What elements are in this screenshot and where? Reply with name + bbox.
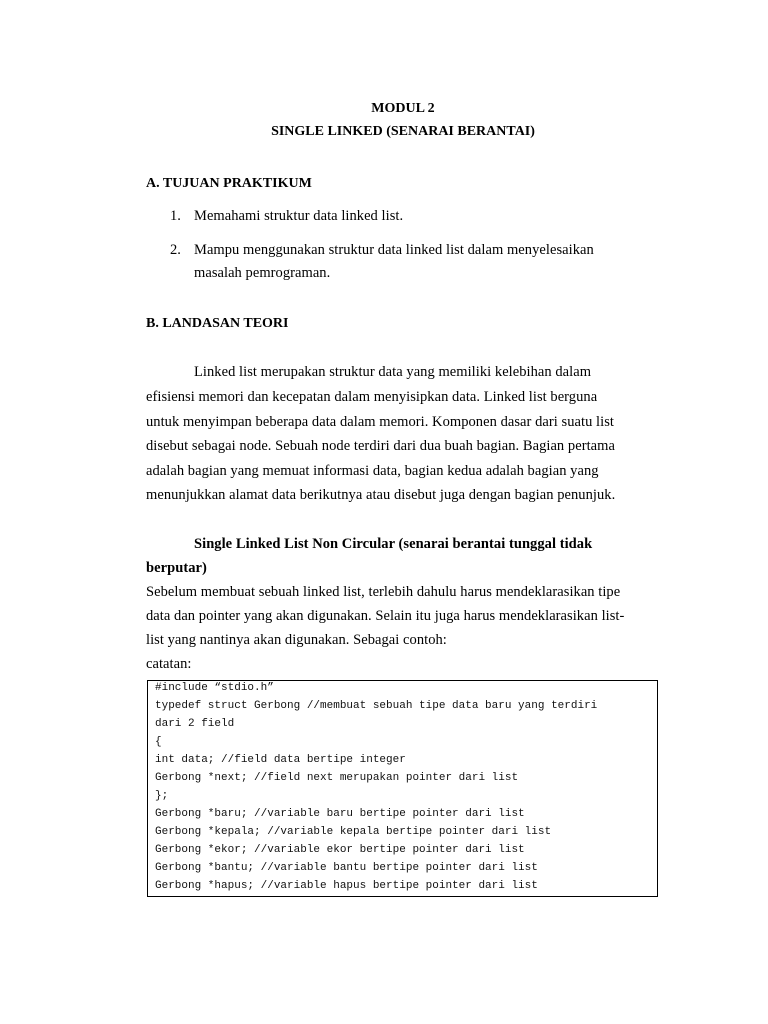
list-item-text: Mampu menggunakan struktur data linked list dalam menyelesaikan — [194, 242, 594, 258]
section-a-heading: A. TUJUAN PRAKTIKUM — [146, 176, 312, 191]
paragraph-line: menunjukkan alamat data berikutnya atau disebut juga dengan bagian penunjuk. — [146, 487, 616, 503]
code-line: Gerbong *kepala; //variable kepala bertipe pointer dari list — [155, 826, 552, 838]
code-line: Gerbong *ekor; //variable ekor bertipe pointer dari list — [155, 844, 525, 856]
code-line: Gerbong *baru; //variable baru bertipe pointer dari list — [155, 808, 525, 820]
list-item-number: 1. — [170, 208, 181, 224]
code-line: Gerbong *bantu; //variable bantu bertipe pointer dari list — [155, 862, 538, 874]
catatan-label: catatan: — [146, 656, 192, 672]
paragraph-line: efisiensi memori dan kecepatan dalam menyisipkan data. Linked list berguna — [146, 389, 598, 405]
module-title: MODUL 2 — [371, 101, 435, 116]
list-item-text: masalah pemrograman. — [194, 265, 331, 281]
code-line: typedef struct Gerbong //membuat sebuah tipe data baru yang terdiri — [155, 700, 598, 712]
list-item-text: Memahami struktur data linked list. — [194, 208, 404, 224]
module-subtitle: SINGLE LINKED (SENARAI BERANTAI) — [271, 124, 535, 139]
code-block — [147, 680, 658, 897]
code-line: int data; //field data bertipe integer — [155, 754, 406, 766]
paragraph-line: Sebelum membuat sebuah linked list, terlebih dahulu harus mendeklarasikan tipe — [146, 584, 621, 600]
paragraph-line: adalah bagian yang memuat informasi data, bagian kedua adalah bagian yang — [146, 463, 599, 479]
code-line: { — [155, 736, 162, 748]
paragraph-line: Linked list merupakan struktur data yang memiliki kelebihan dalam — [194, 364, 592, 380]
code-line: Gerbong *hapus; //variable hapus bertipe pointer dari list — [155, 880, 538, 892]
code-line: #include “stdio.h” — [155, 682, 274, 694]
section-b-heading: B. LANDASAN TEORI — [146, 316, 289, 331]
paragraph-line: untuk menyimpan beberapa data dalam memori. Komponen dasar dari suatu list — [146, 414, 614, 430]
subheading-line: berputar) — [146, 560, 207, 576]
subheading-line: Single Linked List Non Circular (senarai berantai tunggal tidak — [194, 536, 593, 552]
code-line: Gerbong *next; //field next merupakan pointer dari list — [155, 772, 519, 784]
list-item-number: 2. — [170, 242, 181, 258]
code-line: dari 2 field — [155, 718, 235, 730]
code-line: }; — [155, 790, 169, 802]
paragraph-line: data dan pointer yang akan digunakan. Selain itu juga harus mendeklarasikan list- — [146, 608, 625, 624]
paragraph-line: disebut sebagai node. Sebuah node terdiri dari dua buah bagian. Bagian pertama — [146, 438, 615, 454]
paragraph-line: list yang nantinya akan digunakan. Sebagai contoh: — [146, 632, 447, 648]
